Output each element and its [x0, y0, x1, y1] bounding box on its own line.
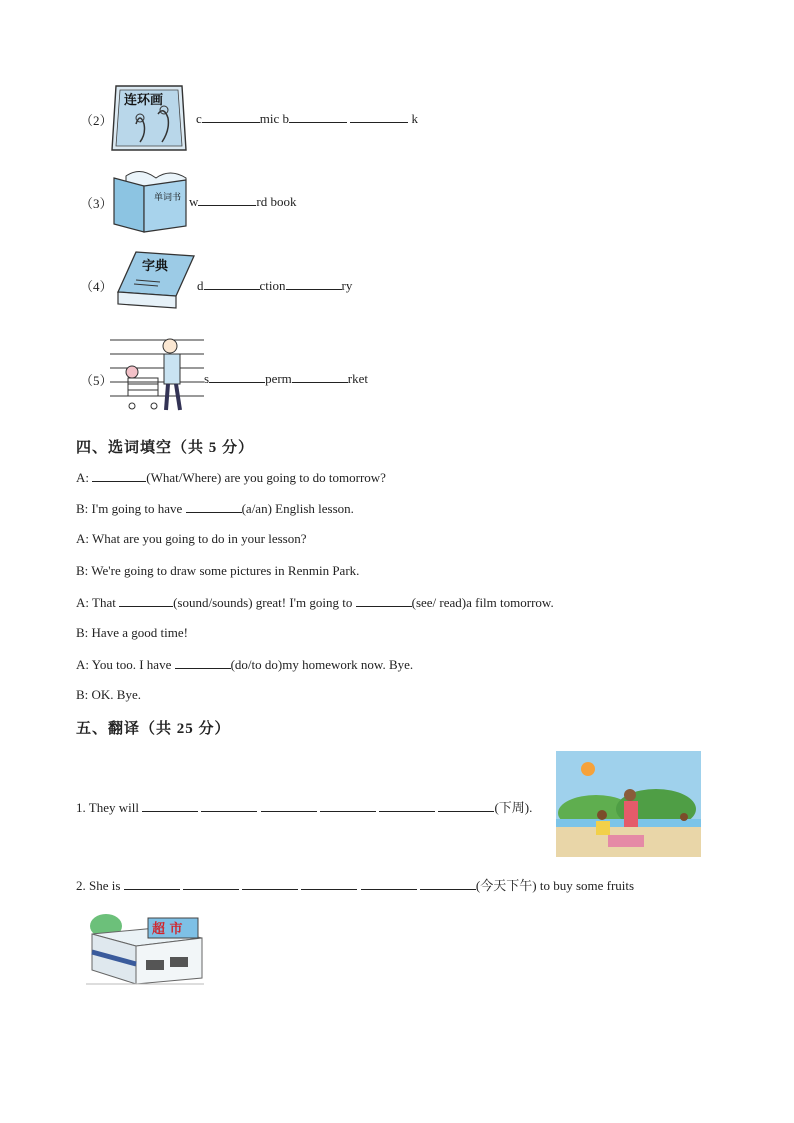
answer-blank[interactable]	[320, 799, 376, 812]
item-number: （5）	[80, 373, 113, 388]
answer-blank[interactable]	[124, 877, 180, 890]
comic-book-cover-text: 连环画	[124, 93, 164, 108]
translation-question-2: 2. She is (今天下午) to buy some fruits	[76, 878, 635, 893]
word-part: w	[189, 194, 199, 209]
dialogue-line: A: What are you going to do in your lesson?	[76, 531, 307, 546]
answer-blank[interactable]	[183, 877, 239, 890]
section-heading: 四、选词填空（共 5 分）	[76, 440, 255, 456]
answer-blank[interactable]	[301, 877, 357, 890]
vocab-line-3	[189, 193, 296, 210]
word-part: s	[204, 371, 210, 386]
comic-book-picture	[108, 84, 190, 154]
word-part: k	[411, 111, 419, 126]
word-book-cover-text: 单词书	[154, 193, 182, 203]
dialogue-line: B: We're going to draw some pictures in Renmin Park.	[76, 563, 360, 578]
answer-blank[interactable]	[261, 799, 317, 812]
answer-blank[interactable]	[119, 594, 173, 607]
item-number: （4）	[80, 279, 113, 294]
answer-blank[interactable]	[204, 277, 260, 290]
dictionary-cover-text: 字典	[142, 259, 169, 274]
answer-blank[interactable]	[420, 877, 476, 890]
answer-blank[interactable]	[379, 799, 435, 812]
dialogue-line: B: Have a good time!	[76, 625, 188, 640]
answer-blank[interactable]	[201, 799, 257, 812]
item-number: （3）	[80, 196, 113, 211]
dialogue-line: B: OK. Bye.	[76, 687, 141, 702]
vocab-line-4	[197, 277, 352, 294]
item-number: （2）	[80, 113, 113, 128]
dictionary-picture	[114, 250, 196, 314]
dialogue-line: A: You too. I have (do/to do)my homework now. Bye.	[76, 657, 414, 672]
word-part: perm	[265, 371, 292, 386]
word-part: ction	[259, 278, 286, 293]
answer-blank[interactable]	[242, 877, 298, 890]
dialogue-line: A: (What/Where) are you going to do tomorrow?	[76, 470, 386, 485]
answer-blank[interactable]	[186, 500, 242, 513]
section-heading: 五、翻译（共 25 分）	[76, 721, 231, 737]
answer-blank[interactable]	[202, 110, 260, 123]
answer-blank[interactable]	[92, 469, 146, 482]
answer-blank[interactable]	[209, 370, 265, 383]
word-part: rket	[347, 371, 368, 386]
dialogue-line: B: I'm going to have (a/an) English lesson.	[76, 501, 354, 516]
dialogue-line: A: That (sound/sounds) great! I'm going to (see/ read)a film tomorrow.	[76, 595, 554, 610]
word-part: c	[196, 111, 202, 126]
answer-blank[interactable]	[286, 277, 342, 290]
answer-blank[interactable]	[175, 656, 231, 669]
word-part: d	[197, 278, 204, 293]
supermarket-shopping-picture	[110, 334, 206, 416]
word-part: mic b	[259, 111, 290, 126]
answer-blank[interactable]	[198, 193, 256, 206]
vocab-line-5	[204, 370, 368, 387]
answer-blank[interactable]	[292, 370, 348, 383]
answer-blank[interactable]	[350, 110, 408, 123]
beach-picnic-picture	[556, 751, 701, 857]
vocab-line-2	[196, 110, 418, 127]
answer-blank[interactable]	[289, 110, 347, 123]
supermarket-building-picture	[86, 912, 206, 994]
answer-blank[interactable]	[438, 799, 494, 812]
word-part: rd book	[256, 194, 297, 209]
word-part: ry	[341, 278, 353, 293]
translation-question-1: 1. They will (下周).	[76, 800, 533, 815]
answer-blank[interactable]	[142, 799, 198, 812]
answer-blank[interactable]	[356, 594, 412, 607]
supermarket-sign-text: 超 市	[152, 922, 183, 937]
answer-blank[interactable]	[361, 877, 417, 890]
word-book-picture	[110, 166, 190, 234]
